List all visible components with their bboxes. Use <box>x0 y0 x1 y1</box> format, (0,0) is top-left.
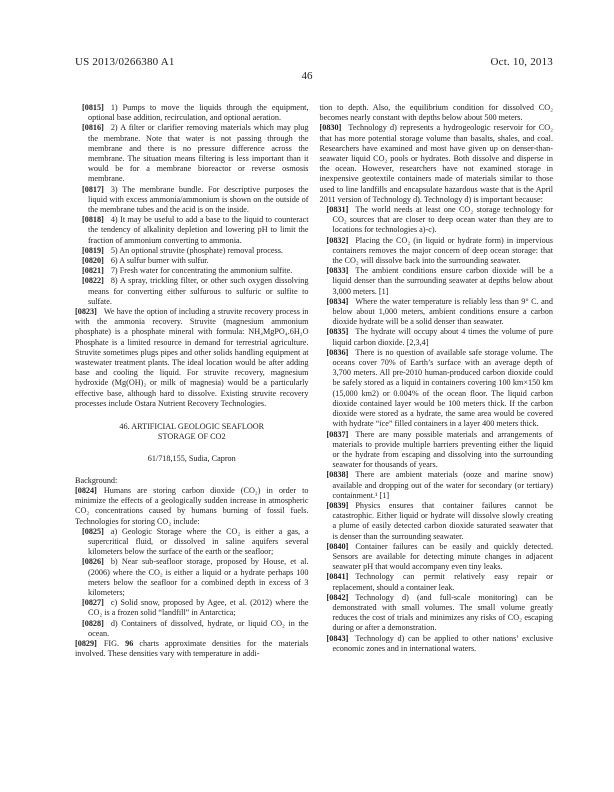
paragraph-0818 <box>75 215 309 246</box>
paragraph-text: The hydrate will occupy about 4 times the volume of pure liquid carbon dioxide. [2,3,4] <box>332 327 553 347</box>
paragraph-tag: [0830] <box>319 123 342 133</box>
paragraph-text: 7) Fresh water for concentrating the ammonium sulfite. <box>110 266 293 276</box>
paragraph-text: FIG. <box>103 638 126 648</box>
paragraph-tag: [0839] <box>326 500 349 510</box>
paragraph-0823 <box>75 307 309 409</box>
paragraph-0829-continued <box>320 103 554 123</box>
paragraph-0829 <box>75 639 309 659</box>
paragraph-text: 1) Pumps to move the liquids through the equipment, optional base addition, recirculation, and optional aeration. <box>88 103 309 123</box>
paragraph-text: Humans are storing carbon dioxide (CO₂) in order to minimize the effects of a geologically sudden increase in atmospheric CO₂ concentrations caused by humans burning of fossil fuels. Technologies for storing CO₂ include: <box>75 485 309 526</box>
paragraph-text: 4) It may be useful to add a base to the liquid to counteract the tendency of alkalinity depletion and lowering pH to limit the fraction of ammonium converting to ammonia. <box>88 215 309 245</box>
paragraph-0837 <box>320 430 554 471</box>
paragraph-tag: [0816] <box>82 123 104 133</box>
paragraph-tag: [0828] <box>82 618 104 628</box>
paragraph-0835 <box>320 327 554 347</box>
figure-number: 96 <box>125 638 134 648</box>
paragraph-text: c) Solid snow, proposed by Agee, et al. (2012) where the CO₂ is a frozen solid “landfill” in Antarctica; <box>88 598 309 618</box>
paragraph-text: 3) The membrane bundle. For descriptive purposes the liquid with excess ammonia/ammonium is shown on the outside of the membrane tubes and the acid is on the inside. <box>88 184 309 215</box>
paragraph-tag: [0822] <box>82 276 104 286</box>
page-body <box>75 103 553 659</box>
paragraph-tag: [0829] <box>75 638 97 648</box>
paragraph-tag: [0821] <box>82 266 104 276</box>
paragraph-tag: [0818] <box>82 215 104 225</box>
paragraph-0816 <box>75 123 309 184</box>
paragraph-0842 <box>320 593 554 634</box>
paragraph-text: charts approximate densities for the materials involved. These densities vary with temperature in addi- <box>75 638 309 659</box>
patent-number: US 2013/0266380 A1 <box>75 56 175 68</box>
paragraph-0821 <box>75 266 309 276</box>
paragraph-tag: [0834] <box>326 296 349 306</box>
paragraph-0832 <box>320 236 554 267</box>
paragraph-0830 <box>320 123 554 205</box>
paragraph-tag: [0836] <box>326 347 349 357</box>
paragraph-tag: [0825] <box>82 526 104 536</box>
paragraph-text: The world needs at least one CO₂ storage technology for CO₂ sources that are closer to deep ocean water than they are to locations for technologies a)-c). <box>332 205 553 235</box>
paragraph-text: There is no question of available safe storage volume. The oceans cover 70% of Earth’s surface with an average depth of 3,700 meters. All pre-2010 human-produced carbon dioxide could be safely stored as a liquid in containers covering 100 km×150 km (15,000 km2) or 0.004% of the ocean floor. The liquid carbon dioxide contained layer would be 100 meters thick. If the carbon dioxide were stored as a hydrate, the same area would be covered with hydrate “ice” filled containers in a layer 400 meters thick. <box>332 347 553 429</box>
paragraph-text: Technology d) represents a hydrogeologic reservoir for CO₂ that has more potential storage volume than basalts, shales, and coal. Researchers have examined and most have given up on denser-than-seawater liquid CO₂ pools or hydrates. Both dissolve and disperse in the ocean. However, researchers have not examined storage in inexpensive geotextile containers made of materials similar to those used to line landfills and encapsulate hazardous waste that is the April 2011 version of Technology d). Technology d) is important because: <box>319 123 553 204</box>
paragraph-0843 <box>320 634 554 654</box>
section-heading-line2: STORAGE OF CO2 <box>157 432 226 442</box>
paragraph-0822 <box>75 276 309 307</box>
paragraph-0836 <box>320 348 554 430</box>
paragraph-tag: [0841] <box>326 572 349 582</box>
paragraph-text: Technology can permit relatively easy repair or replacement, should a container leak. <box>332 572 553 592</box>
paragraph-text: 2) A filter or clarifier removing materials which may plug the membrane. Note that water is not passing through the membrane and there is no pressure difference across the membrane. The situation means filtering is less important than it would be for a membrane bioreactor or reverse osmosis membrane. <box>88 123 309 184</box>
paragraph-text: Placing the CO₂ (in liquid or hydrate form) in impervious containers removes the major concern of deep ocean storage: that the CO₂ will dissolve back into the surrounding seawater. <box>332 235 553 266</box>
page-number: 46 <box>301 70 313 82</box>
paragraph-text: Physics ensures that container failures cannot be catastrophic. Either liquid or hydrate will dissolve slowly creating a plume of easily detected carbon dioxide saturated seawater that is denser than the surrounding seawater. <box>332 500 553 541</box>
paragraph-text: d) Containers of dissolved, hydrate, or liquid CO₂ in the ocean. <box>88 618 309 638</box>
paragraph-0831 <box>320 205 554 236</box>
paragraph-0820 <box>75 256 309 266</box>
paragraph-text: 5) An optional struvite (phosphate) removal process. <box>110 245 283 255</box>
column-right <box>320 103 554 659</box>
paragraph-text: 6) A sulfur burner with sulfur. <box>110 256 209 266</box>
paragraph-0841 <box>320 572 554 592</box>
paragraph-text: There are many possible materials and arrangements of materials to provide multiple barriers preventing either the liquid or the hydrate from escaping and dissolving into the surrounding seawater for thousands of years. <box>332 429 553 470</box>
paragraph-tag: [0815] <box>82 103 104 112</box>
paragraph-tag: [0823] <box>75 307 97 317</box>
paragraph-tag: [0835] <box>326 327 349 337</box>
paragraph-text: Container failures can be easily and quickly detected. Sensors are available for detecting minute changes in adjacent seawater pH that would accompany even tiny leaks. <box>332 541 553 572</box>
paragraph-text: Technology d) can be applied to other nations’ exclusive economic zones and in international waters. <box>332 633 553 653</box>
paragraph-tag: [0833] <box>326 266 349 276</box>
paragraph-tag: [0820] <box>82 256 104 266</box>
publication-date: Oct. 10, 2013 <box>490 56 553 68</box>
paragraph-0819 <box>75 246 309 256</box>
paragraph-text: We have the option of including a struvite recovery process in with the ammonia recovery. Struvite (magnesium ammonium phosphate) is a phosphate mineral with formula: NH₄MgPO₄.6H₂O Phosphate is a limited resource in demand for terrestrial agriculture. Struvite sometimes plugs pipes and other solids handling equipment at wastewater treatment plants. The ideal location would be after adding base and cooling the liquid. For struvite recovery, magnesium hydroxide (Mg(OH)₂ or milk of magnesia) would be a particularly effective base, although hard to dissolve. Existing struvite recovery processes include Ostara Nutrient Recovery Technologies. <box>75 307 309 408</box>
paragraph-tag: [0819] <box>82 245 104 255</box>
paragraph-tag: [0840] <box>326 541 349 551</box>
background-label: Background: <box>75 475 118 485</box>
paragraph-tag: [0827] <box>82 598 104 608</box>
paragraph-tag: [0842] <box>326 592 349 602</box>
paragraph-0815 <box>75 103 309 123</box>
paragraph-text: Where the water temperature is reliably less than 9° C. and below about 1,000 meters, ambient conditions ensure a carbon dioxide hydrate will be a solid denser than seawater. <box>332 296 553 327</box>
column-left <box>75 103 309 659</box>
paragraph-0826 <box>75 557 309 598</box>
paragraph-tag: [0838] <box>326 470 349 480</box>
paragraph-0825 <box>75 527 309 558</box>
paragraph-tag: [0843] <box>326 633 349 643</box>
paragraph-tag: [0826] <box>82 557 104 567</box>
paragraph-text: a) Geologic Storage where the CO₂ is either a gas, a supercritical fluid, or dissolved in saline aquifers several kilometers below the surface of the earth or the seafloor; <box>88 526 309 557</box>
paragraph-0838 <box>320 470 554 501</box>
paragraph-tag: [0817] <box>82 184 104 194</box>
paragraph-tag: [0831] <box>326 205 349 215</box>
docket-line: 61/718,155, Sudia, Capron <box>147 453 236 463</box>
paragraph-0839 <box>320 501 554 542</box>
paragraph-text: The ambient conditions ensure carbon dioxide will be a liquid denser than the surrounding seawater at depths below about 3,000 meters. [1] <box>332 266 553 296</box>
section-heading <box>75 422 309 442</box>
paragraph-0833 <box>320 266 554 297</box>
paragraph-tag: [0837] <box>326 429 349 439</box>
paragraph-0828 <box>75 619 309 639</box>
paragraph-text: There are ambient materials (ooze and marine snow) available and dropping out of the water for secondary (or tertiary) containment.¹ [1] <box>332 470 553 500</box>
paragraph-0840 <box>320 542 554 573</box>
paragraph-text: tion to depth. Also, the equilibrium condition for dissolved CO₂ becomes nearly constant with depths below about 500 meters. <box>319 103 553 123</box>
paragraph-0834 <box>320 297 554 328</box>
paragraph-text: Technology d) (and full-scale monitoring) can be demonstrated with small volumes. The small volume greatly reduces the cost of trials and minimizes any risks of CO₂ escaping during or after a demonstration. <box>332 592 553 633</box>
paragraph-text: b) Near sub-seafloor storage, proposed by House, et al. (2006) where the CO₂ is either a liquid or a hydrate perhaps 100 meters below the seafloor for a combined depth in excess of 3 kilometers; <box>88 557 309 597</box>
paragraph-tag: [0832] <box>326 235 349 245</box>
paragraph-text: 8) A spray, trickling filter, or other such oxygen dissolving means for converting either sulfurous to sulfuric or sulfite to sulfate. <box>88 276 309 306</box>
paragraph-tag: [0824] <box>75 485 97 495</box>
paragraph-0817 <box>75 185 309 216</box>
paragraph-0827 <box>75 598 309 618</box>
section-heading-line1: 46. ARTIFICIAL GEOLOGIC SEAFLOOR <box>119 422 265 432</box>
paragraph-0824 <box>75 486 309 527</box>
